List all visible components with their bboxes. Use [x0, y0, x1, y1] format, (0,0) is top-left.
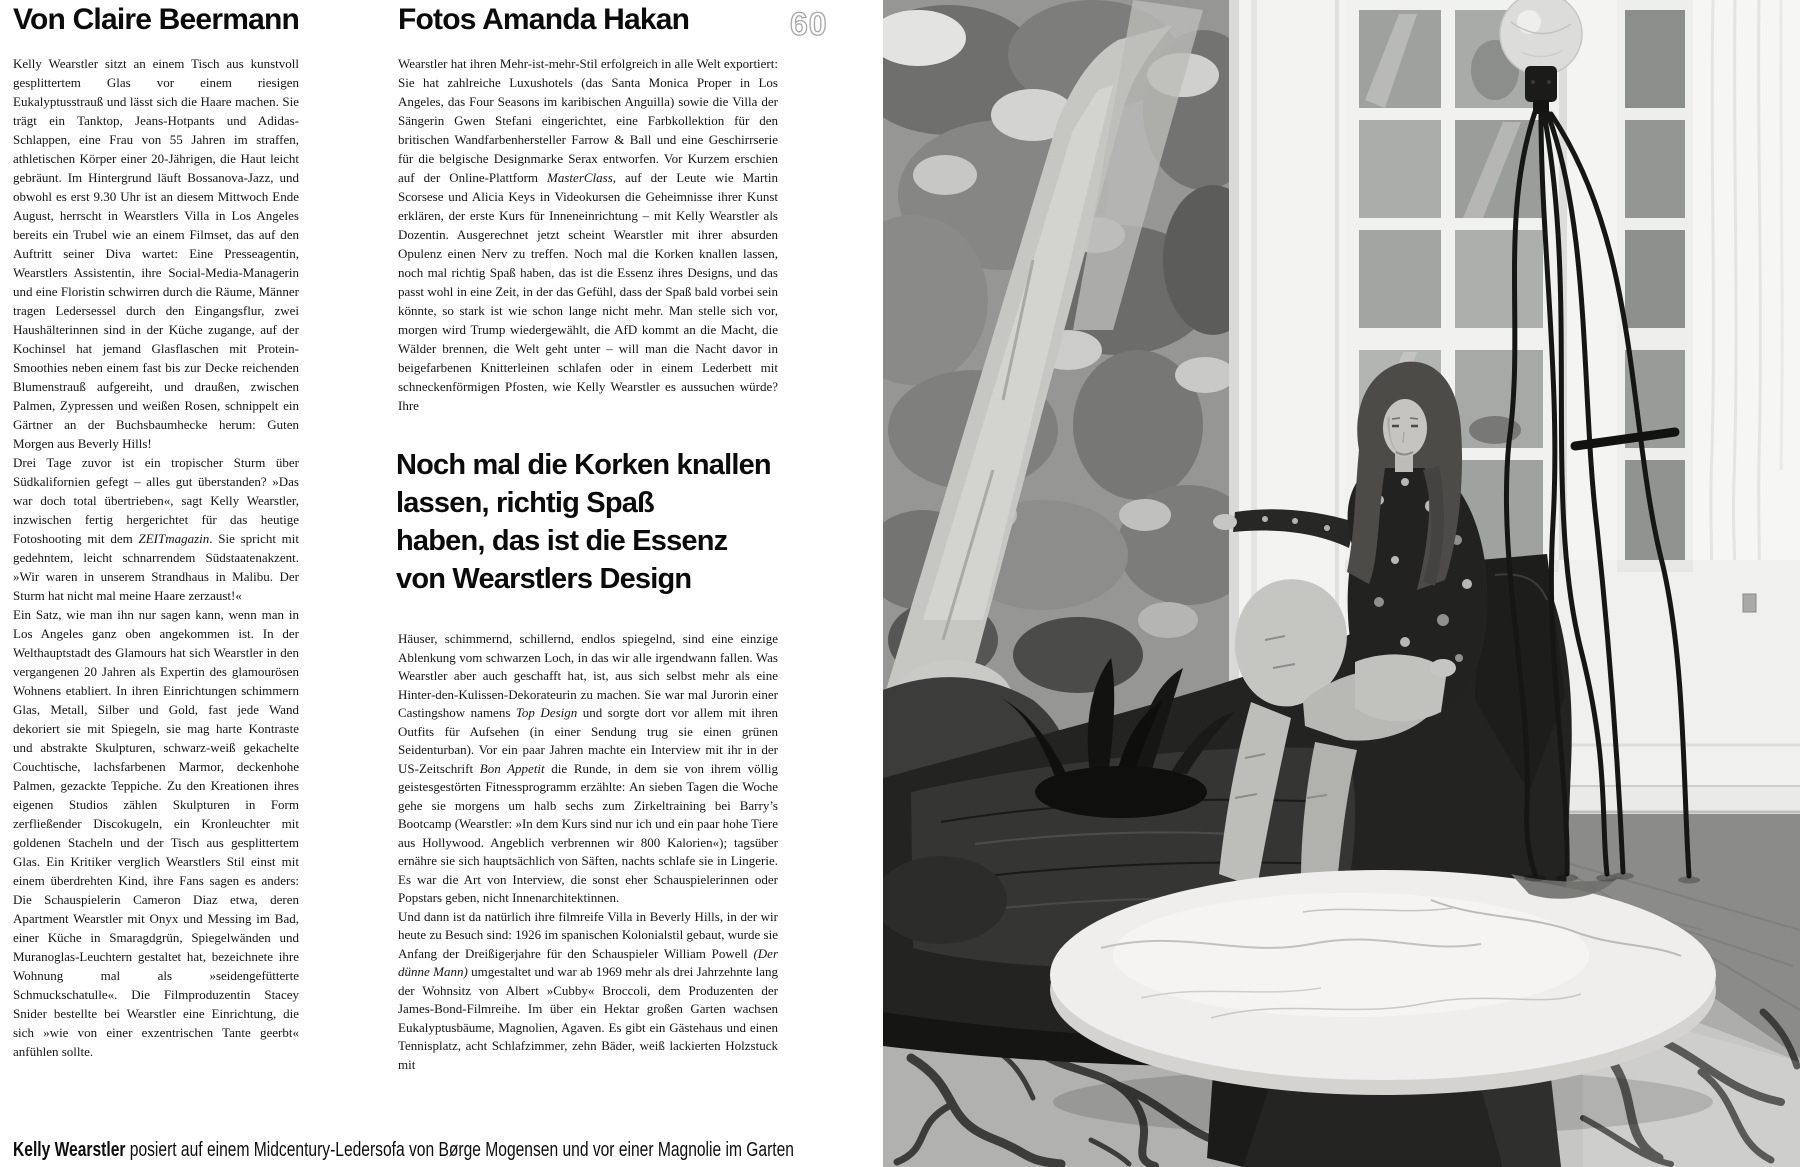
article-column-2-top: [398, 54, 778, 415]
paragraph: Drei Tage zuvor ist ein tropischer Sturm über Südkalifornien gefegt – alles gut überstanden? »Das war doch total übertrieben«, sagt Kelly Wearstler, inzwischen fertig hergerichtet für das heutige Fotoshooting mit dem ZEITmagazin. Sie spricht mit gedehntem, leicht schnarrendem Südstaatenakzent. »Wir waren in unserem Strandhaus in Malibu. Der Sturm hat nicht mal meine Haare zerzaust!«: [13, 455, 299, 603]
page-number: 60: [790, 6, 828, 42]
paragraph: Und dann ist da natürlich ihre filmreife Villa in Beverly Hills, in der wir heute zu Besuch sind: 1926 im spanischen Kolonialstil gebaut, wurde sie Anfang der Dreißigerjahre für den Schauspieler William Powell (Der dünne Mann) umgestaltet und war ab 1969 mehr als drei Jahrzehnte lang der Wohnsitz von Albert »Cubby« Broccoli, dem Produzenten der James-Bond-Filmreihe. Im über ein Hektar großen Garten wachsen Eukalyptusbäume, Magnolien, Agaven. Es gibt ein Gästehaus und einen Tennisplatz, acht Schlafzimmer, zehn Bäder, weiß lackierten Holzstuck mit: [398, 908, 778, 1072]
pull-quote-line: lassen, richtig Spaß: [396, 487, 654, 519]
hand-on-hip: [1430, 659, 1456, 677]
byline-photographer: Fotos Amanda Hakan: [398, 3, 690, 36]
byline-author: Von Claire Beermann: [13, 3, 300, 36]
photo-caption: [13, 1138, 794, 1162]
pull-quote-line: haben, das ist die Essenz: [396, 525, 728, 557]
pull-quote-line: Noch mal die Korken knallen: [396, 449, 771, 481]
caption-lead: Kelly Wearstler: [13, 1139, 126, 1161]
hand: [1213, 514, 1237, 530]
photograph-kelly-wearstler: [883, 0, 1800, 1167]
paragraph: Häuser, schimmernd, schillernd, endlos spiegelnd, sind eine einzige Ablenkung vom schwarzen Loch, in das wir alle irgendwann fallen. Was Wearstler aber auch geschafft hat, ist, aus sich selbst mehr als eine Hinter-den-Kulissen-Dekorateurin zu machen. Sie war mal Jurorin einer Castingshow namens Top Design und sorgte dort vor allem mit ihren Outfits für Aufsehen (in einer Sendung trug sie einen grünen Seidenturban). Vor ein paar Jahren machte ein Interview mit ihr in der US-Zeitschrift Bon Appetit die Runde, in dem sie von ihrem völlig geistesgestörten Fitnessprogramm erzählte: An sieben Tagen die Woche gehe sie morgens um halb sechs zum Zirkeltraining bei Barry’s Bootcamp (Wearstler: »In dem Kurs sind nur ich und ein paar hohe Tiere aus Hollywood. Angeblich verbrennen wir 800 Kalorien«); tagsüber ernähre sie sich hauptsächlich von Säften, nachts schlafe sie in Lingerie. Es war die Art von Interview, die sonst eher Schauspielerinnen oder Popstars geben, nicht Innenarchitektinnen.: [398, 631, 778, 905]
caption-text: posiert auf einem Midcentury-Ledersofa von Børge Mogensen und vor einer Magnolie im Garten: [125, 1139, 794, 1161]
marble-coffee-table: [1050, 870, 1716, 1167]
wall-outlet: [1743, 594, 1756, 612]
paragraph: Ein Satz, wie man ihn nur sagen kann, wenn man in Los Angeles ganz oben angekommen ist. In der Welthauptstadt des Glamours hat sich Wearstler in den vergangenen 20 Jahren als Expertin des glamourösen Wohnens etabliert. In ihren Einrichtungen schimmern Glas, Metall, Silber und Gold, fast jede Wand dekoriert sie mit Spiegeln, sie mag harte Kontraste und abstrakte Skulpturen, schwarz-weiß gekachelte Couchtische, lachsfarbenen Marmor, deckenhohe Palmen, gezackte Teppiche. Zu den Kreationen ihres eigenen Studios zählen Skulpturen in Form zerfließender Discokugeln, ein Kronleuchter mit goldenen Stacheln und der Tisch aus gesplittertem Glas. Ein Kritiker verglich Wearstlers Stil einst mit einem überdrehten Kind, ihre Fans sagen es anders: Die Schauspielerin Cameron Diaz etwa, deren Apartment Wearstler mit Onyx und Messing im Bad, einer Küche in Smaragdgrün, Spiegelwänden und Muranoglas-Leuchtern gestaltet hat, bezeichnete ihre Wohnung mal als »seidengefütterte Schmuckschatulle«. Die Filmproduzentin Stacey Snider bestellte bei Wearstler eine Einrichtung, die sich »wie von einer exzentrischen Tante geerbt« anfühlen sollte.: [13, 607, 299, 1059]
lamp-globe: [1500, 0, 1582, 75]
pull-quote: [396, 446, 796, 598]
paragraph: Kelly Wearstler sitzt an einem Tisch aus kunstvoll gesplittertem Glas vor einem riesigen Eukalyptusstrauß und lässt sich die Haare machen. Sie trägt ein Tanktop, Jeans-Hotpants und Adidas-Schlappen, eine Frau von 55 Jahren im straffen, athletischen Körper einer 20-Jährigen, die Haut leicht gebräunt. Im Hintergrund läuft Bossanova-Jazz, und obwohl es erst 9.30 Uhr ist an diesem Mittwoch Ende August, herrscht in Wearstlers Villa in Los Angeles bereits ein Trubel wie an einem Filmset, das auf den Auftritt seiner Diva wartet: Eine Presseagentin, Wearstlers Assistentin, ihre Social-Media-Managerin und eine Floristin schwirren durch die Räume, Männer tragen Ledersessel durch den Eingangsflur, zwei Haushälterinnen sind in der Küche zugange, auf der Kochinsel hat jemand Glasflaschen mit Protein-Smoothies neben einem fast bis zur Decke reichenden Blumenstrauß aufgereiht, und draußen, zwischen Palmen, Zypressen und weißen Rosen, schnippelt ein Gärtner an der Buchsbaumhecke herum: Guten Morgen aus Beverly Hills!: [13, 56, 299, 451]
article-column-2-bottom: [398, 630, 778, 1074]
paragraph: Wearstler hat ihren Mehr-ist-mehr-Stil erfolgreich in alle Welt exportiert: Sie hat zahlreiche Luxushotels (das Santa Monica Proper in Los Angeles, das Four Seasons im karibischen Anguilla) sowie die Villa der Sängerin Gwen Stefani eingerichtet, eine Farbkollektion für den britischen Wandfarbenhersteller Farrow & Ball und eine Geschirrserie für die belgische Designmarke Serax entworfen. Vor Kurzem erschien auf der Online-Plattform MasterClass, auf der Leute wie Martin Scorsese und Alicia Keys in Videokursen die Geheimnisse ihrer Kunst erklären, der erste Kurs für Inneneinrichtung – mit Kelly Wearstler als Dozentin. Ausgerechnet jetzt scheint Wearstler mit ihrer absurden Opulenz einen Nerv zu treffen. Noch mal die Korken knallen lassen, noch mal richtig Spaß haben, das ist die Essenz ihres Designs, und das passt wohl in eine Zeit, in der das Gefühl, dass der Spaß bald vorbei sein könnte, so stark ist wie schon lange nicht mehr. Man stelle sich vor, morgen wird Trump wiedergewählt, die AfD kommt an die Macht, die Wälder brennen, die Welt geht unter – will man die Nacht davor in beigefarbenen Knitterleinen schlafen oder in einem Lederbett mit schneckenförmigen Pfosten, wie Kelly Wearstler es aussuchen würde? Ihre: [398, 56, 779, 413]
pull-quote-line: von Wearstlers Design: [396, 563, 692, 595]
article-column-1: [13, 54, 299, 1061]
